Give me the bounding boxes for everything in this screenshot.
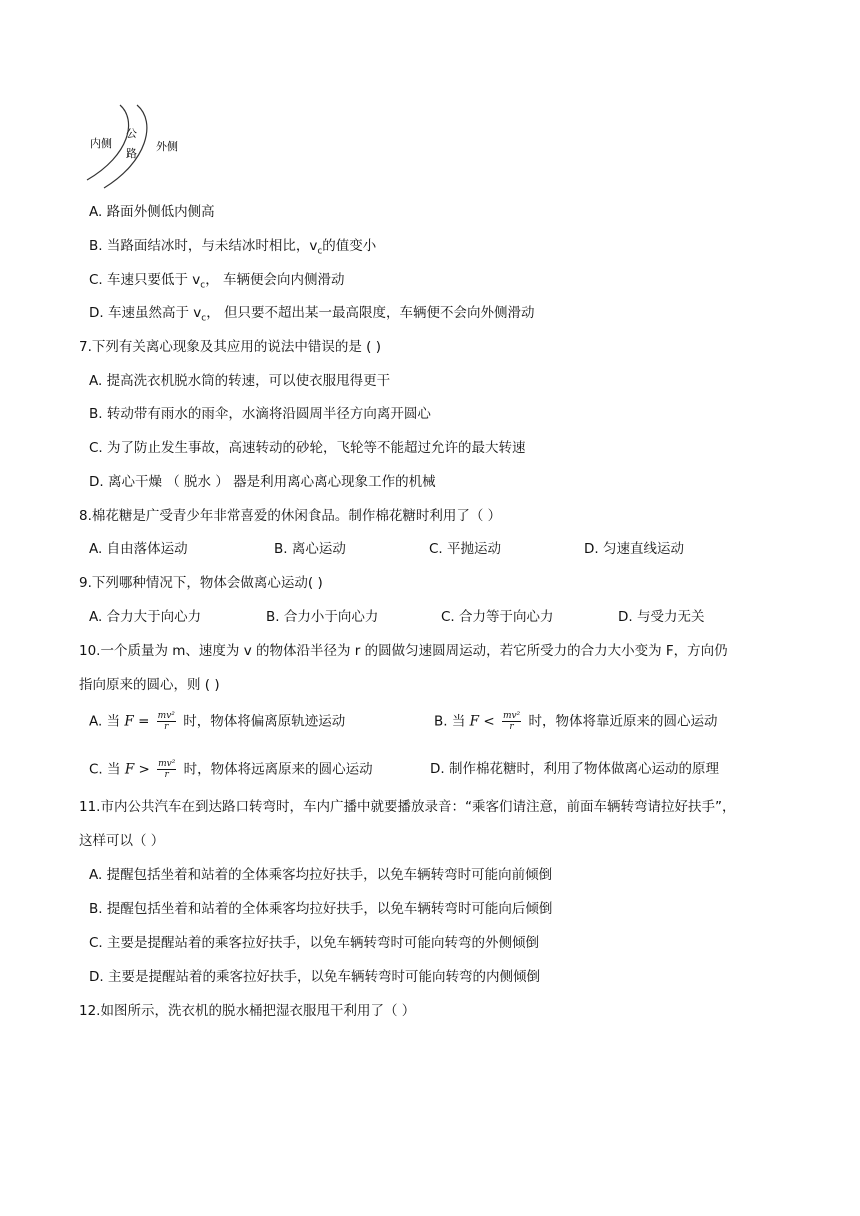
- q9-option-c: C. 合力等于向心力: [441, 609, 554, 625]
- q8-options-row: [89, 539, 809, 559]
- road-curve-figure: [82, 100, 192, 190]
- q11-option-d: D. 主要是提醒站着的乘客拉好扶手，以免车辆转弯时可能向转弯的内侧倾倒: [89, 969, 540, 985]
- q11-option-c: C. 主要是提醒站着的乘客拉好扶手，以免车辆转弯时可能向转弯的外侧倾倒: [89, 935, 540, 951]
- q7-option-b: B. 转动带有雨水的雨伞，水滴将沿圆周半径方向离开圆心: [89, 406, 431, 422]
- q9-options-row: [89, 607, 809, 627]
- q10-option-c: C. 当 F > $\frac{\text{mv²}}{r}$ 时，物体将远离原来的圆心运动: [89, 759, 373, 780]
- q11-stem-line1: 11.市内公共汽车在到达路口转弯时，车内广播中就要播放录音：“乘客们请注意，前面车辆转弯请拉好扶手”，: [79, 799, 736, 815]
- q9-option-b: B. 合力小于向心力: [266, 609, 379, 625]
- q8-option-d: D. 匀速直线运动: [584, 541, 684, 557]
- q7-option-a: A. 提高洗衣机脱水筒的转速，可以使衣服甩得更干: [89, 373, 391, 389]
- q10-stem-line2: 指向原来的圆心，则 ( ): [79, 677, 220, 693]
- road-label-bottom: 路: [126, 148, 137, 160]
- fraction-mv2-over-r: $\frac{\text{mv²}}{r}$: [157, 711, 175, 732]
- q7-option-d: D. 离心干燥 （ 脱水 ） 器是利用离心离心现象工作的机械: [89, 474, 436, 490]
- q11-option-b: B. 提醒包括坐着和站着的全体乘客均拉好扶手，以免车辆转弯时可能向后倾倒: [89, 901, 553, 917]
- q6-option-d: D. 车速虽然高于 $v_c$， 但只要不超出某一最高限度，车辆便不会向外侧滑动: [89, 305, 535, 324]
- q11-option-a: A. 提醒包括坐着和站着的全体乘客均拉好扶手，以免车辆转弯时可能向前倾倒: [89, 867, 553, 883]
- q12-stem: 12.如图所示，洗衣机的脱水桶把湿衣服甩干利用了（ ）: [79, 1003, 416, 1019]
- inner-side-label: 内侧: [90, 138, 112, 150]
- outer-side-label: 外侧: [156, 141, 178, 153]
- road-label-top: 公: [126, 128, 137, 140]
- q6-option-b: B. 当路面结冰时，与未结冰时相比，$v_c$的值变小: [89, 238, 377, 257]
- q9-stem: 9.下列哪种情况下，物体会做离心运动( ): [79, 575, 323, 591]
- q10-option-b: B. 当 F < $\frac{\text{mv²}}{r}$ 时，物体将靠近原来的圆心运动: [434, 711, 718, 732]
- q10-option-a: A. 当 F = $\frac{\text{mv²}}{r}$ 时，物体将偏离原轨迹运动: [89, 711, 346, 732]
- fraction-mv2-over-r: $\frac{\text{mv²}}{r}$: [158, 759, 176, 780]
- q10-stem-line1: 10.一个质量为 m、速度为 v 的物体沿半径为 r 的圆做匀速圆周运动，若它所受力的合力大小变为 F，方向仍: [79, 643, 728, 659]
- road-curve-diagram: [82, 100, 192, 190]
- q6-option-c: C. 车速只要低于 $v_c$， 车辆便会向内侧滑动: [89, 272, 345, 291]
- q6-option-a: A. 路面外侧低内侧高: [89, 204, 215, 220]
- q8-option-c: C. 平抛运动: [429, 541, 502, 557]
- q8-option-a: A. 自由落体运动: [89, 541, 188, 557]
- q8-option-b: B. 离心运动: [274, 541, 346, 557]
- q9-option-a: A. 合力大于向心力: [89, 609, 202, 625]
- q9-option-d: D. 与受力无关: [618, 609, 705, 625]
- q7-stem: 7.下列有关离心现象及其应用的说法中错误的是 ( ): [79, 339, 381, 355]
- q10-option-d: D. 制作棉花糖时，利用了物体做离心运动的原理: [430, 761, 719, 777]
- q11-stem-line2: 这样可以（ ）: [79, 833, 165, 849]
- q7-option-c: C. 为了防止发生事故，高速转动的砂轮，飞轮等不能超过允许的最大转速: [89, 440, 526, 456]
- fraction-mv2-over-r: $\frac{\text{mv²}}{r}$: [502, 711, 521, 732]
- q8-stem: 8.棉花糖是广受青少年非常喜爱的休闲食品。制作棉花糖时利用了（ ）: [79, 508, 502, 524]
